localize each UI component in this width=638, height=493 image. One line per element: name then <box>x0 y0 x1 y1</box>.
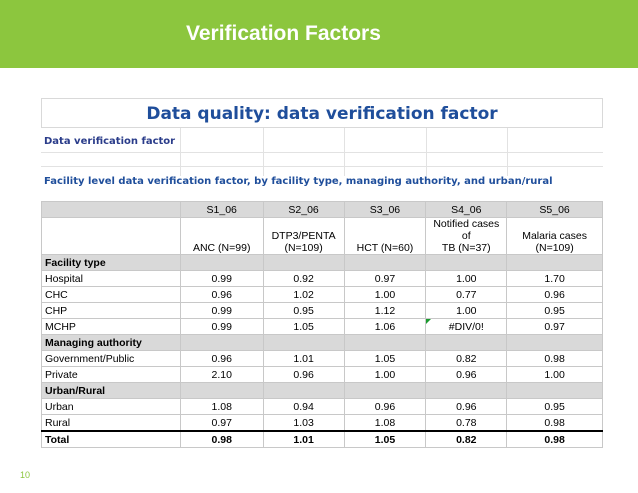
row-label: Government/Public <box>42 351 181 367</box>
row-label: Rural <box>42 415 181 432</box>
table-row <box>42 367 603 383</box>
data-verification-factor-label: Data verification factor <box>44 136 176 147</box>
column-code: S4_06 <box>426 202 507 218</box>
value-cell: 1.08 <box>344 415 426 432</box>
section-label: Managing authority <box>42 335 181 351</box>
section-row <box>42 335 603 351</box>
table-subtitle: Facility level data verification factor, by facility type, managing authority, and urban/rural <box>44 176 553 187</box>
column-header-line2: ANC (N=99) <box>192 242 251 254</box>
row-label: MCHP <box>42 319 181 335</box>
row-label: Private <box>42 367 181 383</box>
value-cell: 1.12 <box>344 303 426 319</box>
section-row <box>42 255 603 271</box>
section-blank-cell <box>263 383 344 399</box>
code-header-row <box>42 202 603 218</box>
section-blank-cell <box>344 383 426 399</box>
column-header-line1: Notified cases of <box>433 218 500 242</box>
table-row <box>42 271 603 287</box>
value-cell: 0.78 <box>426 415 507 432</box>
value-cell: 0.82 <box>426 351 507 367</box>
page-number: 10 <box>20 470 31 480</box>
section-blank-cell <box>344 335 426 351</box>
value-cell: 1.05 <box>344 351 426 367</box>
total-value-cell: 0.82 <box>426 431 507 448</box>
column-header-line2: (N=109) <box>284 242 323 254</box>
table-row <box>42 287 603 303</box>
section-label: Urban/Rural <box>42 383 181 399</box>
value-cell: 0.96 <box>507 287 603 303</box>
value-cell: 0.95 <box>263 303 344 319</box>
table-row <box>42 415 603 432</box>
value-cell: 0.96 <box>180 351 263 367</box>
indicator-header-row <box>42 218 603 255</box>
value-cell: 0.92 <box>263 271 344 287</box>
total-value-cell: 1.05 <box>344 431 426 448</box>
value-cell: 1.00 <box>344 287 426 303</box>
header-blank-cell <box>42 218 181 255</box>
value-cell: 0.96 <box>426 367 507 383</box>
row-label: CHC <box>42 287 181 303</box>
value-cell: 1.05 <box>263 319 344 335</box>
value-cell: 0.97 <box>180 415 263 432</box>
title-banner <box>0 0 638 68</box>
value-cell: 0.95 <box>507 303 603 319</box>
value-cell: 2.10 <box>180 367 263 383</box>
header-blank-cell <box>42 202 181 218</box>
section-blank-cell <box>507 335 603 351</box>
value-cell: 1.70 <box>507 271 603 287</box>
column-header <box>426 218 507 255</box>
section-blank-cell <box>426 335 507 351</box>
value-cell: 0.96 <box>344 399 426 415</box>
column-header <box>507 218 603 255</box>
column-header <box>180 218 263 255</box>
value-cell: 0.99 <box>180 319 263 335</box>
table-row <box>42 351 603 367</box>
value-cell: 1.00 <box>426 271 507 287</box>
value-cell: #DIV/0! <box>426 319 507 335</box>
value-cell: 0.77 <box>426 287 507 303</box>
section-row <box>42 383 603 399</box>
value-cell: 0.95 <box>507 399 603 415</box>
value-cell: 1.03 <box>263 415 344 432</box>
value-cell: 0.97 <box>344 271 426 287</box>
value-cell: 0.96 <box>426 399 507 415</box>
column-header-line2: HCT (N=60) <box>356 242 414 254</box>
section-blank-cell <box>180 335 263 351</box>
column-header-line2: TB (N=37) <box>441 242 491 254</box>
value-cell: 1.06 <box>344 319 426 335</box>
verification-table <box>41 201 603 448</box>
column-code: S1_06 <box>180 202 263 218</box>
section-blank-cell <box>263 255 344 271</box>
table-row <box>42 319 603 335</box>
slide-title: Verification Factors <box>186 22 381 45</box>
row-label: Hospital <box>42 271 181 287</box>
section-blank-cell <box>426 255 507 271</box>
value-cell: 0.99 <box>180 303 263 319</box>
value-cell: 1.00 <box>507 367 603 383</box>
section-blank-cell <box>344 255 426 271</box>
value-cell: 1.01 <box>263 351 344 367</box>
value-cell: 1.08 <box>180 399 263 415</box>
sheet-title: Data quality: data verification factor <box>41 98 603 128</box>
value-cell: 1.00 <box>344 367 426 383</box>
section-blank-cell <box>180 383 263 399</box>
table-row <box>42 399 603 415</box>
row-label: Urban <box>42 399 181 415</box>
column-code: S3_06 <box>344 202 426 218</box>
spreadsheet-area <box>41 98 603 446</box>
section-label: Facility type <box>42 255 181 271</box>
section-blank-cell <box>426 383 507 399</box>
row-label: CHP <box>42 303 181 319</box>
column-code: S2_06 <box>263 202 344 218</box>
value-cell: 1.02 <box>263 287 344 303</box>
value-cell: 0.99 <box>180 271 263 287</box>
total-value-cell: 1.01 <box>263 431 344 448</box>
total-value-cell: 0.98 <box>180 431 263 448</box>
total-value-cell: 0.98 <box>507 431 603 448</box>
value-cell: 0.98 <box>507 351 603 367</box>
column-header <box>263 218 344 255</box>
column-header-line2: (N=109) <box>535 242 574 254</box>
section-blank-cell <box>180 255 263 271</box>
total-label: Total <box>42 431 181 448</box>
value-cell: 0.96 <box>263 367 344 383</box>
value-cell: 0.98 <box>507 415 603 432</box>
section-blank-cell <box>507 383 603 399</box>
value-cell: 0.96 <box>180 287 263 303</box>
value-cell: 0.94 <box>263 399 344 415</box>
value-cell: 1.00 <box>426 303 507 319</box>
column-header-line1: DTP3/PENTA <box>271 230 336 242</box>
section-blank-cell <box>507 255 603 271</box>
section-blank-cell <box>263 335 344 351</box>
total-row <box>42 431 603 448</box>
column-header-line1: Malaria cases <box>522 230 587 242</box>
table-row <box>42 303 603 319</box>
column-header <box>344 218 426 255</box>
value-cell: 0.97 <box>507 319 603 335</box>
column-code: S5_06 <box>507 202 603 218</box>
